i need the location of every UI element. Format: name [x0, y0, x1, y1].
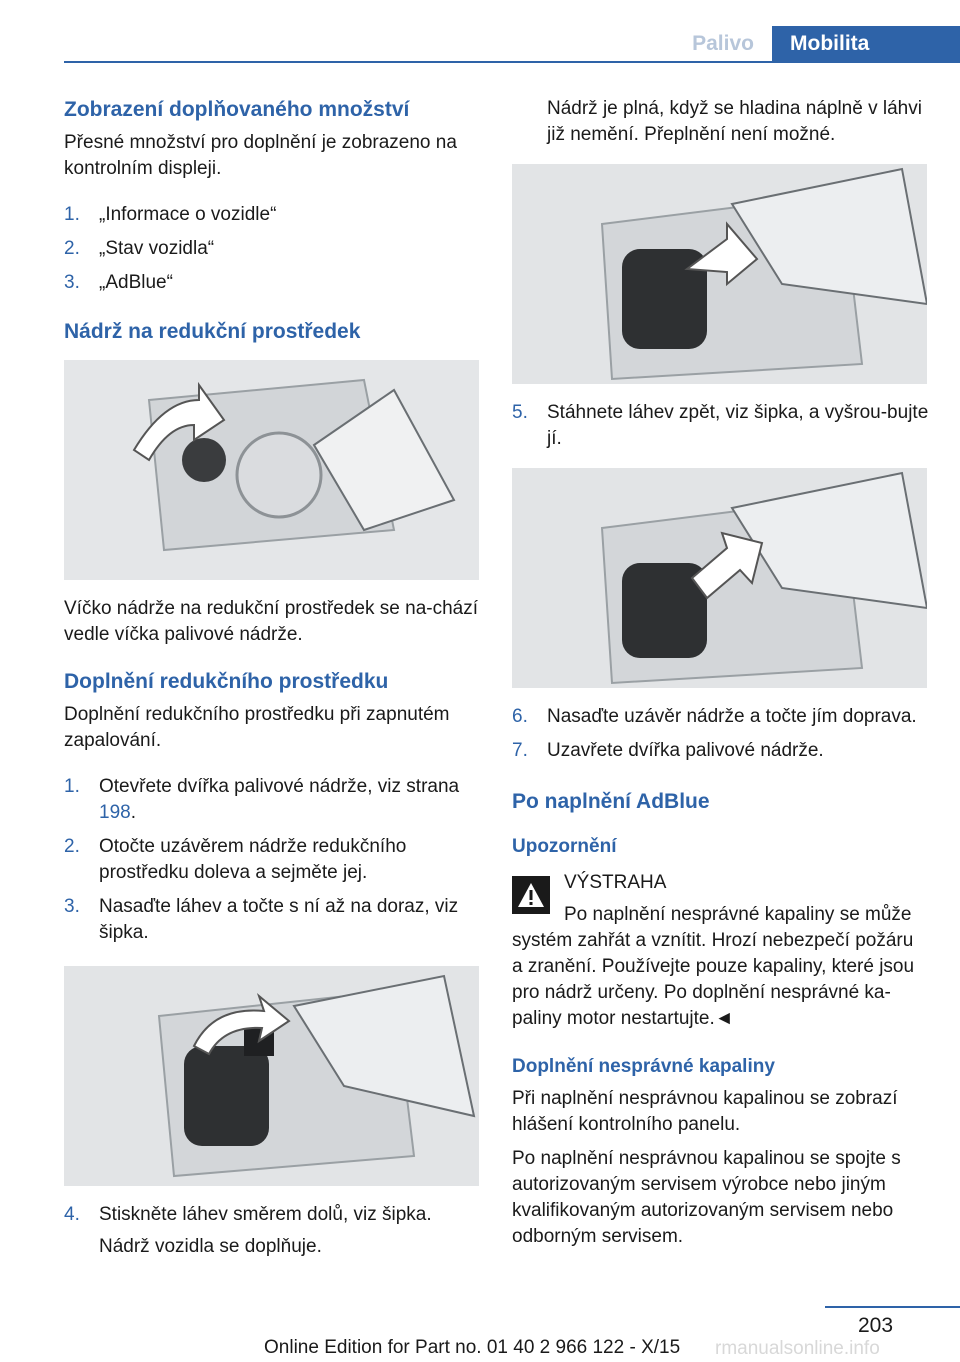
list-item [64, 270, 481, 296]
list-item [512, 400, 929, 452]
page-link[interactable]: 198 [99, 802, 131, 823]
list-text: „Informace o vozidle“ [99, 204, 277, 225]
tab-mobility[interactable]: Mobilita [772, 26, 960, 62]
wrong-fluid-p1: Při naplnění nesprávnou kapalinou se zobrazí hlášení kontrolního panelu. [512, 1088, 898, 1135]
refill-steps-cont [64, 1202, 481, 1228]
tank-caption: Víčko nádrže na redukční prostředek se na‐chází vedle víčka palivové nádrže. [64, 598, 479, 645]
final-steps [512, 400, 929, 452]
section-title-amount: Zobrazení doplňovaného množství [64, 98, 410, 121]
subsection-notice: Upozornění [512, 836, 617, 857]
step4-note: Nádrž vozidla se doplňuje. [99, 1236, 322, 1257]
final-steps-cont [512, 704, 929, 764]
list-item [64, 894, 481, 946]
list-text: Stiskněte láhev směrem dolů, viz šipka. [99, 1204, 432, 1225]
list-number: 4. [64, 1204, 80, 1225]
subsection-wrong-fluid: Doplnění nesprávné kapaliny [512, 1056, 775, 1077]
list-text: Stáhnete láhev zpět, viz šipka, a vyšrou‐bujte jí. [547, 402, 929, 449]
list-item [64, 774, 481, 826]
bottle-insert-figure [64, 966, 479, 1186]
list-item [64, 1202, 481, 1228]
watermark: rmanualsonline.info [715, 1338, 880, 1359]
section-title-after: Po naplnění AdBlue [512, 790, 710, 813]
list-text: Otočte uzávěrem nádrže redukčního prostředku doleva a sejměte jej. [99, 836, 407, 883]
right-column [512, 96, 929, 1250]
list-number: 1. [64, 204, 80, 225]
warning-text: Po naplnění nesprávné kapaliny se může systém zahřát a vznítit. Hrozí nebezpečí požáru a zranění. Používejte pouze kapaliny, které jsou pro nádrž určeny. Po doplnění nesprávné ka‐paliny motor nestartujte.◄ [512, 904, 915, 1029]
tab-fuel[interactable]: Palivo [674, 26, 772, 62]
list-number: 2. [64, 836, 80, 857]
list-text [99, 774, 481, 826]
warning-icon [512, 876, 550, 914]
list-text: Nasaďte uzávěr nádrže a točte jím doprava. [547, 706, 917, 727]
list-item [512, 738, 929, 764]
list-number: 6. [512, 706, 528, 727]
footer-rule [825, 1306, 960, 1308]
list-text: „AdBlue“ [99, 272, 173, 293]
refill-steps [64, 774, 481, 946]
bottle-remove-figure [512, 468, 927, 688]
bottle-full-figure [512, 164, 927, 384]
list-item [64, 202, 481, 228]
list-item [512, 704, 929, 730]
step-text: Otevřete dvířka palivové nádrže, viz strana [99, 776, 460, 797]
list-number: 2. [64, 238, 80, 259]
list-text: Uzavřete dvířka palivové nádrže. [547, 740, 824, 761]
list-number: 7. [512, 740, 528, 761]
list-number: 3. [64, 896, 80, 917]
amount-intro: Přesné množství pro doplnění je zobrazeno na kontrolním displeji. [64, 132, 457, 179]
step-end: . [130, 802, 136, 823]
full-tank-note: Nádrž je plná, když se hladina náplně v láhvi již nemění. Přeplnění není možné. [547, 98, 922, 145]
wrong-fluid-p2: Po naplnění nesprávnou kapalinou se spojte s autorizovaným servisem výrobce nebo jiným kvalifikovaným autorizovaným servisem nebo odborným servisem. [512, 1148, 901, 1247]
left-column [64, 96, 481, 1260]
amount-steps [64, 202, 481, 296]
edition-line: Online Edition for Part no. 01 40 2 966 122 - X/15 [264, 1337, 681, 1358]
list-text: „Stav vozidla“ [99, 238, 215, 259]
list-item [64, 834, 481, 886]
list-item [64, 236, 481, 262]
list-text: Nasaďte láhev a točte s ní až na doraz, viz šipka. [99, 896, 459, 943]
list-number: 3. [64, 272, 80, 293]
section-title-refill: Doplnění redukčního prostředku [64, 670, 389, 693]
section-title-tank: Nádrž na redukční prostředek [64, 320, 361, 343]
tank-cap-figure [64, 360, 479, 580]
header-rule [64, 61, 960, 63]
warning-title: VÝSTRAHA [564, 872, 667, 893]
refill-intro: Doplnění redukčního prostředku při zapnutém zapalování. [64, 704, 450, 751]
page-number: 203 [858, 1314, 894, 1337]
header-tabs [674, 26, 960, 62]
list-number: 5. [512, 402, 528, 423]
list-number: 1. [64, 776, 80, 797]
